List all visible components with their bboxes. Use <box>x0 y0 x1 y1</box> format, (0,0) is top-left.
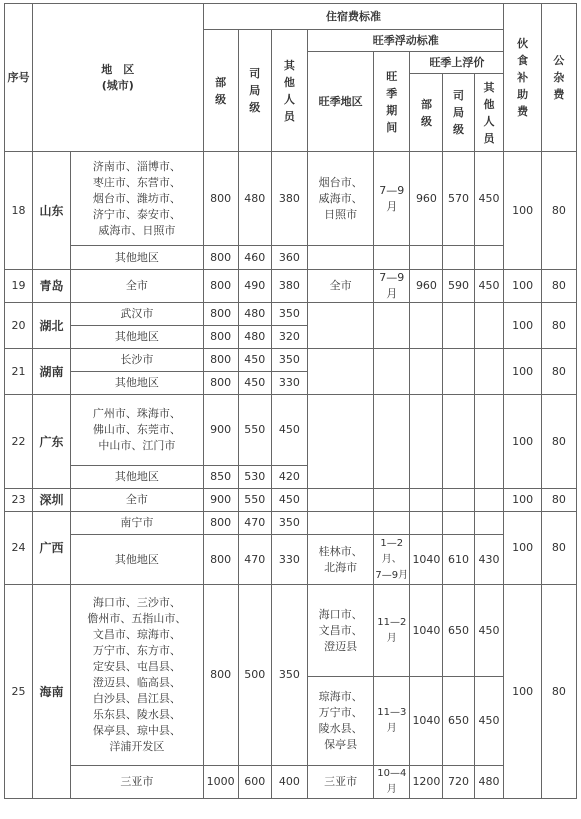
cell-ministry: 800 <box>203 372 238 395</box>
city-list: 广州市、珠海市、 佛山市、东莞市、 中山市、江门市 <box>71 395 203 466</box>
empty-cell <box>443 303 474 349</box>
peak-others: 450 <box>474 152 504 246</box>
cell-ministry: 800 <box>203 512 238 535</box>
empty-cell <box>474 303 504 349</box>
empty-cell <box>474 489 504 512</box>
cell-ministry: 800 <box>203 152 238 246</box>
peak-others: 430 <box>474 535 504 585</box>
city-other: 三亚市 <box>71 766 203 799</box>
peak-period: 7—9月 <box>374 152 410 246</box>
peak-others: 450 <box>474 270 504 303</box>
empty-cell <box>374 512 410 535</box>
cell-misc: 80 <box>541 395 576 489</box>
header-ministry: 部 级 <box>203 30 238 152</box>
empty-cell <box>308 303 374 349</box>
row-no: 25 <box>5 585 33 799</box>
empty-cell <box>474 246 504 270</box>
cell-misc: 80 <box>541 512 576 585</box>
header-peak-bureau: 司 局 级 <box>443 74 474 152</box>
lodging-standard-table <box>4 3 577 799</box>
empty-cell <box>474 512 504 535</box>
cell-others: 380 <box>271 270 307 303</box>
cell-others: 350 <box>271 349 307 372</box>
peak-others: 450 <box>474 585 504 677</box>
cell-others: 380 <box>271 152 307 246</box>
cell-food: 100 <box>504 270 541 303</box>
peak-period: 7—9月 <box>374 270 410 303</box>
cell-ministry: 800 <box>203 246 238 270</box>
peak-others: 450 <box>474 677 504 766</box>
province: 深圳 <box>32 489 70 512</box>
cell-others: 350 <box>271 512 307 535</box>
cell-bureau: 450 <box>238 349 271 372</box>
peak-area: 琼海市、 万宁市、 陵水县、 保亭县 <box>308 677 374 766</box>
city-other: 其他地区 <box>71 466 203 489</box>
city-other: 其他地区 <box>71 246 203 270</box>
header-region: 地 区 (城市) <box>32 4 203 152</box>
city-list: 海口市、三沙市、 儋州市、五指山市、 文昌市、琼海市、 万宁市、东方市、 定安县、屯昌县、 澄迈县、临高县、 白沙县、昌江县、 乐东县、陵水县、 保亭县、琼中县、 洋浦开发区 <box>71 585 203 766</box>
peak-area: 海口市、 文昌市、 澄迈县 <box>308 585 374 677</box>
empty-cell <box>410 395 443 489</box>
cell-food: 100 <box>504 303 541 349</box>
cell-ministry: 800 <box>203 270 238 303</box>
row-no: 21 <box>5 349 33 395</box>
peak-ministry: 960 <box>410 270 443 303</box>
empty-cell <box>308 246 374 270</box>
cell-bureau: 600 <box>238 766 271 799</box>
cell-bureau: 450 <box>238 372 271 395</box>
cell-ministry: 1000 <box>203 766 238 799</box>
cell-misc: 80 <box>541 489 576 512</box>
city-list: 全市 <box>71 489 203 512</box>
header-others: 其 他 人 员 <box>271 30 307 152</box>
cell-others: 420 <box>271 466 307 489</box>
cell-others: 350 <box>271 585 307 766</box>
cell-ministry: 800 <box>203 349 238 372</box>
cell-bureau: 480 <box>238 326 271 349</box>
peak-area: 全市 <box>308 270 374 303</box>
empty-cell <box>374 395 410 489</box>
header-lodging: 住宿费标准 <box>203 4 504 30</box>
peak-area: 三亚市 <box>308 766 374 799</box>
cell-food: 100 <box>504 152 541 270</box>
empty-cell <box>443 246 474 270</box>
empty-cell <box>308 349 374 395</box>
row-no: 19 <box>5 270 33 303</box>
cell-bureau: 550 <box>238 395 271 466</box>
empty-cell <box>443 489 474 512</box>
empty-cell <box>410 512 443 535</box>
province: 山东 <box>32 152 70 270</box>
province: 青岛 <box>32 270 70 303</box>
cell-others: 450 <box>271 395 307 466</box>
cell-bureau: 490 <box>238 270 271 303</box>
peak-ministry: 1040 <box>410 535 443 585</box>
cell-others: 450 <box>271 489 307 512</box>
cell-bureau: 530 <box>238 466 271 489</box>
cell-bureau: 500 <box>238 585 271 766</box>
cell-others: 330 <box>271 535 307 585</box>
peak-bureau: 650 <box>443 585 474 677</box>
header-peak-ministry: 部 级 <box>410 74 443 152</box>
peak-period: 11—2月 <box>374 585 410 677</box>
empty-cell <box>308 512 374 535</box>
header-bureau: 司 局 级 <box>238 30 271 152</box>
document-page <box>4 3 577 799</box>
header-peak-price: 旺季上浮价 <box>410 52 504 74</box>
empty-cell <box>374 303 410 349</box>
peak-ministry: 960 <box>410 152 443 246</box>
city-list: 武汉市 <box>71 303 203 326</box>
peak-area: 烟台市、 威海市、 日照市 <box>308 152 374 246</box>
peak-period: 1—2月、 7—9月 <box>374 535 410 585</box>
empty-cell <box>410 349 443 395</box>
cell-food: 100 <box>504 349 541 395</box>
cell-misc: 80 <box>541 585 576 799</box>
cell-ministry: 850 <box>203 466 238 489</box>
cell-bureau: 470 <box>238 512 271 535</box>
header-food: 伙 食 补 助 费 <box>504 4 541 152</box>
row-no: 23 <box>5 489 33 512</box>
peak-others: 480 <box>474 766 504 799</box>
empty-cell <box>410 303 443 349</box>
peak-area: 桂林市、 北海市 <box>308 535 374 585</box>
header-seq: 序号 <box>5 4 33 152</box>
empty-cell <box>443 395 474 489</box>
province: 湖南 <box>32 349 70 395</box>
cell-misc: 80 <box>541 303 576 349</box>
peak-bureau: 650 <box>443 677 474 766</box>
province: 广西 <box>32 512 70 585</box>
peak-bureau: 570 <box>443 152 474 246</box>
province: 湖北 <box>32 303 70 349</box>
cell-others: 330 <box>271 372 307 395</box>
city-list: 全市 <box>71 270 203 303</box>
city-other: 其他地区 <box>71 372 203 395</box>
cell-ministry: 800 <box>203 326 238 349</box>
cell-food: 100 <box>504 512 541 585</box>
cell-misc: 80 <box>541 349 576 395</box>
peak-period: 10—4月 <box>374 766 410 799</box>
peak-bureau: 590 <box>443 270 474 303</box>
empty-cell <box>443 349 474 395</box>
empty-cell <box>410 246 443 270</box>
empty-cell <box>374 349 410 395</box>
empty-cell <box>308 489 374 512</box>
cell-ministry: 800 <box>203 535 238 585</box>
empty-cell <box>410 489 443 512</box>
cell-bureau: 480 <box>238 303 271 326</box>
cell-ministry: 800 <box>203 303 238 326</box>
cell-misc: 80 <box>541 270 576 303</box>
peak-bureau: 610 <box>443 535 474 585</box>
cell-food: 100 <box>504 585 541 799</box>
province: 广东 <box>32 395 70 489</box>
empty-cell <box>374 246 410 270</box>
peak-ministry: 1040 <box>410 677 443 766</box>
peak-period: 11—3月 <box>374 677 410 766</box>
cell-misc: 80 <box>541 152 576 270</box>
cell-bureau: 480 <box>238 152 271 246</box>
city-list: 长沙市 <box>71 349 203 372</box>
empty-cell <box>443 512 474 535</box>
empty-cell <box>474 395 504 489</box>
city-other: 其他地区 <box>71 326 203 349</box>
cell-others: 350 <box>271 303 307 326</box>
city-list: 南宁市 <box>71 512 203 535</box>
header-floating: 旺季浮动标准 <box>308 30 504 52</box>
cell-bureau: 470 <box>238 535 271 585</box>
cell-food: 100 <box>504 489 541 512</box>
cell-ministry: 900 <box>203 489 238 512</box>
header-peak-period: 旺 季 期 间 <box>374 52 410 152</box>
header-misc: 公 杂 费 <box>541 4 576 152</box>
empty-cell <box>474 349 504 395</box>
cell-ministry: 900 <box>203 395 238 466</box>
city-list: 济南市、淄博市、 枣庄市、东营市、 烟台市、潍坊市、 济宁市、泰安市、 威海市、日照市 <box>71 152 203 246</box>
empty-cell <box>308 395 374 489</box>
header-peak-area: 旺季地区 <box>308 52 374 152</box>
row-no: 18 <box>5 152 33 270</box>
row-no: 22 <box>5 395 33 489</box>
province: 海南 <box>32 585 70 799</box>
empty-cell <box>374 489 410 512</box>
cell-others: 400 <box>271 766 307 799</box>
row-no: 20 <box>5 303 33 349</box>
cell-bureau: 460 <box>238 246 271 270</box>
cell-ministry: 800 <box>203 585 238 766</box>
row-no: 24 <box>5 512 33 585</box>
city-other: 其他地区 <box>71 535 203 585</box>
cell-others: 320 <box>271 326 307 349</box>
header-peak-others: 其 他 人 员 <box>474 74 504 152</box>
cell-bureau: 550 <box>238 489 271 512</box>
peak-ministry: 1200 <box>410 766 443 799</box>
cell-food: 100 <box>504 395 541 489</box>
peak-bureau: 720 <box>443 766 474 799</box>
peak-ministry: 1040 <box>410 585 443 677</box>
cell-others: 360 <box>271 246 307 270</box>
